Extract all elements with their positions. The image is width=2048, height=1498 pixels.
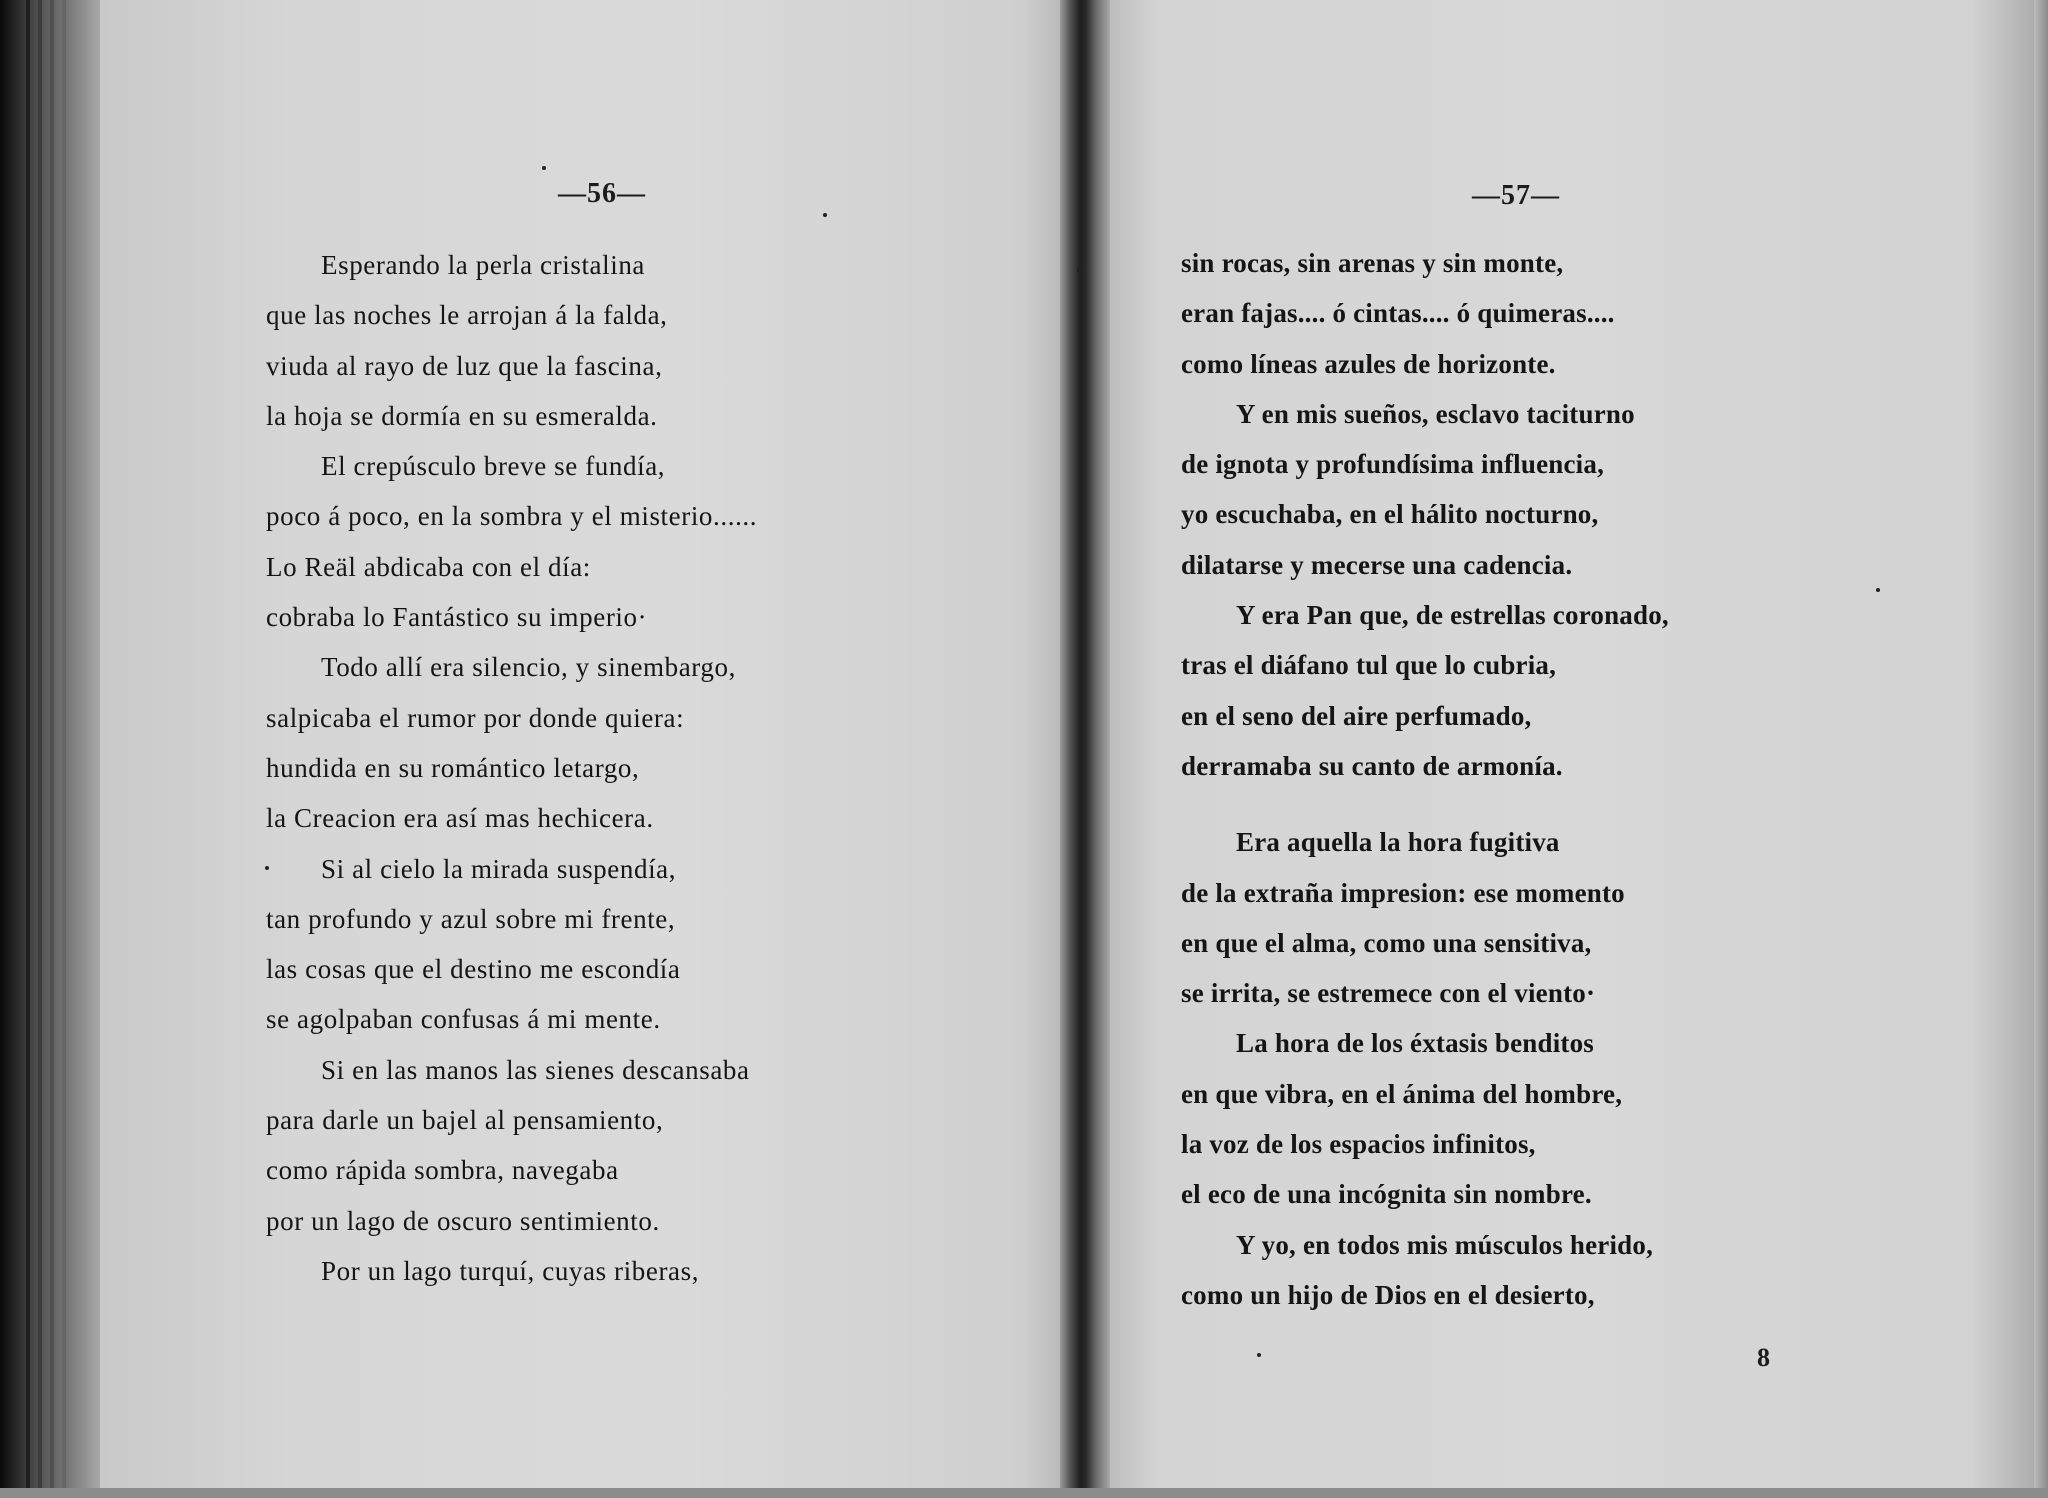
verse-line: cobraba lo Fantástico su imperio· xyxy=(266,602,648,633)
verse-line: la Creacion era así mas hechicera. xyxy=(266,803,654,834)
verse-line: dilatarse y mecerse una cadencia. xyxy=(1181,549,1573,580)
verse-line: hundida en su romántico letargo, xyxy=(266,752,640,783)
verse-line: El crepúsculo breve se fundía, xyxy=(321,451,666,482)
verse-line: en el seno del aire perfumado, xyxy=(1181,700,1532,731)
verse-line: derramaba su canto de armonía. xyxy=(1181,750,1563,781)
verse-line: en que el alma, como una sensitiva, xyxy=(1181,927,1592,958)
verse-line: de ignota y profundísima influencia, xyxy=(1181,449,1605,480)
left-poem-text xyxy=(266,240,757,1296)
verse-line: de la extraña impresion: ese momento xyxy=(1181,877,1625,908)
verse-line: como un hijo de Dios en el desierto, xyxy=(1181,1279,1595,1310)
verse-line: en que vibra, en el ánima del hombre, xyxy=(1181,1078,1623,1109)
verse-line: Todo allí era silencio, y sinembargo, xyxy=(321,652,736,683)
verse-line: la hoja se dormía en su esmeralda. xyxy=(266,400,658,431)
verse-line: eran fajas.... ó cintas.... ó quimeras.... xyxy=(1181,298,1615,329)
bleed-through-text xyxy=(1800,255,1807,285)
speck xyxy=(1077,268,1081,272)
speck xyxy=(1876,588,1880,592)
page-number-right: —57— xyxy=(1472,180,1560,211)
verse-line: poco á poco, en la sombra y el misterio...... xyxy=(266,501,758,532)
verse-line: yo escuchaba, en el hálito nocturno, xyxy=(1181,499,1599,530)
signature-mark: 8 xyxy=(1757,1343,1770,1372)
verse-line: las cosas que el destino me escondía xyxy=(266,954,681,985)
verse-line: Era aquella la hora fugitiva xyxy=(1236,827,1560,858)
page-number-left: —56— xyxy=(558,178,646,209)
verse-line: Y era Pan que, de estrellas coronado, xyxy=(1236,600,1669,631)
verse-line: tras el diáfano tul que lo cubria, xyxy=(1181,650,1557,681)
verse-line: se agolpaban confusas á mi mente. xyxy=(266,1004,661,1035)
verse-line: el eco de una incógnita sin nombre. xyxy=(1181,1179,1592,1210)
verse-line: que las noches le arrojan á la falda, xyxy=(266,300,668,331)
verse-line: Por un lago turquí, cuyas riberas, xyxy=(321,1255,700,1286)
verse-line: salpicaba el rumor por donde quiera: xyxy=(266,702,685,733)
book-binding-edge xyxy=(0,0,100,1498)
verse-line: sin rocas, sin arenas y sin monte, xyxy=(1181,248,1564,278)
verse-line: Lo Reäl abdicaba con el día: xyxy=(266,551,591,582)
verse-line: La hora de los éxtasis benditos xyxy=(1236,1028,1594,1059)
verse-line: como líneas azules de horizonte. xyxy=(1181,348,1556,379)
book-gutter xyxy=(1060,0,1110,1498)
verse-line: viuda al rayo de luz que la fascina, xyxy=(266,350,663,381)
verse-line: la voz de los espacios infinitos, xyxy=(1181,1129,1536,1160)
speck xyxy=(823,213,827,217)
verse-line: para darle un bajel al pensamiento, xyxy=(266,1105,664,1136)
verse-line: se irrita, se estremece con el viento· xyxy=(1181,978,1596,1009)
verse-line: Y yo, en todos mis músculos herido, xyxy=(1236,1229,1654,1260)
verse-line: como rápida sombra, navegaba xyxy=(266,1155,619,1186)
page-edge-bottom xyxy=(0,1488,2048,1498)
verse-line: Y en mis sueños, esclavo taciturno xyxy=(1236,398,1635,429)
speck xyxy=(542,166,546,170)
verse-line: por un lago de oscuro sentimiento. xyxy=(266,1205,660,1236)
verse-line: tan profundo y azul sobre mi frente, xyxy=(266,903,676,934)
verse-line: Si en las manos las sienes descansaba xyxy=(321,1054,750,1085)
verse-line: Si al cielo la mirada suspendía, xyxy=(321,853,677,884)
speck xyxy=(1257,1353,1261,1357)
page-edge-right xyxy=(2034,0,2048,1498)
right-poem-text xyxy=(1181,238,1669,1320)
verse-line: Esperando la perla cristalina xyxy=(321,250,646,280)
